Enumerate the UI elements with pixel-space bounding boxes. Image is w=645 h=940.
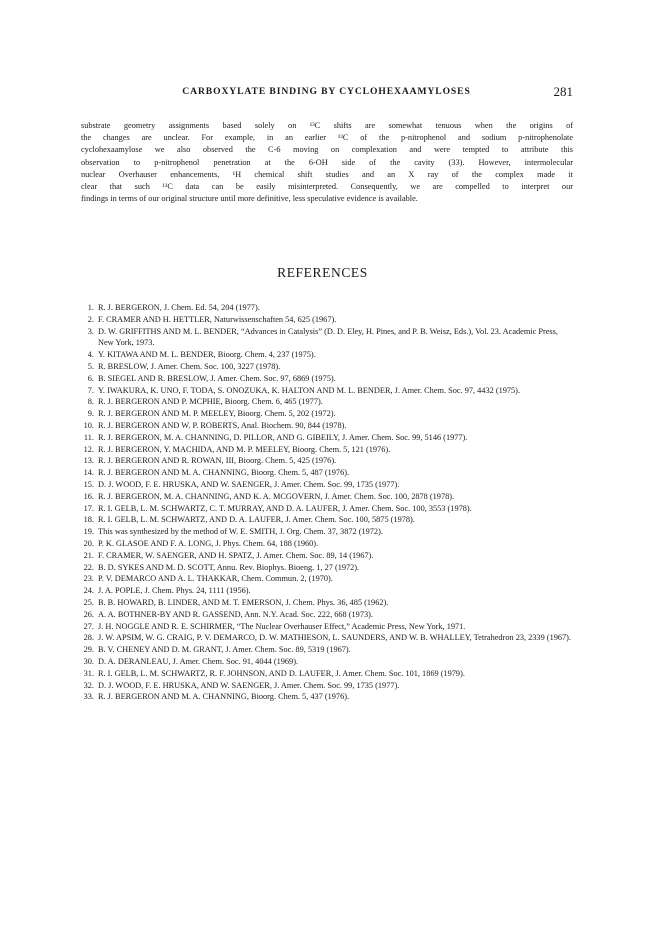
reference-number: 24. (83, 586, 94, 596)
reference-item (81, 597, 573, 609)
reference-item (81, 326, 573, 350)
reference-item (81, 585, 573, 597)
reference-number: 14. (83, 468, 94, 478)
reference-text: P. K. GLASOE AND F. A. LONG, J. Phys. Chem. 64, 188 (1960). (98, 538, 319, 548)
paragraph-line: clear that such ¹³C data can be easily misinterpreted. Consequently, we are compelled to interpret our (81, 182, 573, 192)
page-number: 281 (553, 84, 573, 99)
reference-number: 1. (87, 303, 94, 312)
reference-number: 33. (83, 692, 94, 702)
reference-number: 9. (87, 409, 94, 419)
reference-number: 22. (83, 562, 94, 572)
reference-text: D. J. WOOD, F. E. HRUSKA, AND W. SAENGER, J. Amer. Chem. Soc. 99, 1735 (1977). (98, 680, 400, 690)
reference-number: 7. (87, 385, 94, 395)
paragraph-line: the changes are unclear. For example, in an earlier ¹³C of the p-nitrophenol and sodium p-nitrophenolate (81, 133, 573, 143)
reference-item (81, 632, 573, 644)
reference-item (81, 573, 573, 585)
references-heading: REFERENCES (277, 265, 368, 280)
reference-number: 20. (83, 538, 94, 548)
reference-number: 8. (87, 397, 94, 407)
reference-text: Y. KITAWA AND M. L. BENDER, Bioorg. Chem. 4, 237 (1975). (98, 350, 316, 360)
reference-item (81, 302, 573, 314)
reference-list (81, 302, 573, 703)
paragraph-line: nuclear Overhauser enhancements, ¹H chemical shift studies and an X ray of the complex made it (81, 169, 573, 179)
reference-text: R. J. BERGERON, Y. MACHIDA, AND M. P. MEELEY, Bioorg. Chem. 5, 121 (1976). (98, 444, 391, 454)
reference-text: F. CRAMER, W. SAENGER, AND H. SPATZ, J. Amer. Chem. Soc. 89, 14 (1967). (98, 550, 374, 560)
reference-item (81, 479, 573, 491)
reference-number: 21. (83, 550, 94, 560)
reference-text: J. H. NOGGLE AND R. E. SCHIRMER, “The Nuclear Overhauser Effect,” Academic Press, New York, 1971. (98, 621, 466, 631)
reference-item (81, 373, 573, 385)
reference-item (81, 408, 573, 420)
reference-number: 27. (83, 621, 94, 631)
reference-item (81, 444, 573, 456)
body-paragraph (81, 120, 573, 205)
reference-text: B. V. CHENEY AND D. M. GRANT, J. Amer. Chem. Soc. 89, 5319 (1967). (98, 645, 351, 655)
reference-item (81, 668, 573, 680)
reference-text: R. J. BERGERON AND M. P. MEELEY, Bioorg. Chem. 5, 202 (1972). (98, 409, 336, 419)
reference-number: 32. (83, 680, 94, 690)
reference-number: 5. (87, 361, 94, 371)
running-head (80, 84, 573, 100)
reference-text: J. W. APSIM, W. G. CRAIG, P. V. DEMARCO, D. W. MATHIESON, L. SAUNDERS, AND W. B. WHALLEY, Tetrahedron 23, 2339 (1967). (98, 633, 571, 643)
reference-item (81, 420, 573, 432)
reference-text: R. J. BERGERON AND W. P. ROBERTS, Anal. Biochem. 90, 844 (1978). (98, 420, 347, 430)
reference-item (81, 538, 573, 550)
reference-number: 12. (83, 444, 94, 454)
reference-text: R. J. BERGERON AND P. MCPHIE, Bioorg. Chem. 6, 465 (1977). (98, 397, 323, 407)
reference-number: 23. (83, 574, 94, 584)
reference-number: 4. (87, 350, 94, 360)
reference-number: 17. (83, 503, 94, 513)
reference-item (81, 361, 573, 373)
reference-item (81, 526, 573, 538)
reference-item (81, 385, 573, 397)
reference-text: D. J. WOOD, F. E. HRUSKA, AND W. SAENGER, J. Amer. Chem. Soc. 99, 1735 (1977). (98, 479, 400, 489)
reference-item (81, 491, 573, 503)
reference-text: F. CRAMER AND H. HETTLER, Naturwissenschaften 54, 625 (1967). (98, 314, 337, 324)
reference-number: 2. (87, 314, 94, 324)
reference-number: 26. (83, 609, 94, 619)
reference-number: 11. (83, 432, 94, 442)
reference-item (81, 514, 573, 526)
reference-item (81, 314, 573, 326)
reference-item (81, 644, 573, 656)
reference-text: B. D. SYKES AND M. D. SCOTT, Annu. Rev. Biophys. Bioeng. 1, 27 (1972). (98, 562, 360, 572)
reference-number: 25. (83, 597, 94, 607)
reference-item (81, 680, 573, 692)
paragraph-line: observation to p-nitrophenol penetration at the 6-OH side of the cavity (33). However, intermolecular (81, 157, 573, 167)
reference-text: R. I. GELB, L. M. SCHWARTZ, AND D. A. LAUFER, J. Amer. Chem. Soc. 100, 5875 (1978). (98, 515, 415, 525)
reference-text: Y. IWAKURA, K. UNO, F. TODA, S. ONOZUKA, K. HALTON AND M. L. BENDER, J. Amer. Chem. Soc. 97, 4432 (1975). (98, 385, 521, 395)
reference-number: 3. (87, 326, 94, 336)
reference-text: D. W. GRIFFITHS AND M. L. BENDER, “Advances in Catalysis” (D. D. Eley, H. Pines, and P. B. Weisz, Eds.), Vol. 23. Academic Press, New York, 1973. (98, 326, 558, 348)
reference-text: R. J. BERGERON, J. Chem. Ed. 54, 204 (1977). (98, 303, 260, 312)
reference-text: B. B. HOWARD, B. LINDER, AND M. T. EMERSON, J. Chem. Phys. 36, 485 (1962). (98, 597, 389, 607)
paragraph-line: substrate geometry assignments based solely on ¹³C shifts are somewhat tenuous when the origins of (81, 121, 573, 130)
reference-text: D. A. DERANLEAU, J. Amer. Chem. Soc. 91, 4044 (1969). (98, 656, 299, 666)
reference-text: R. J. BERGERON, M. A. CHANNING, AND K. A. MCGOVERN, J. Amer. Chem. Soc. 100, 2878 (1978). (98, 491, 455, 501)
reference-number: 28. (83, 633, 94, 643)
reference-item (81, 691, 573, 703)
reference-number: 18. (83, 515, 94, 525)
paragraph-line: cyclohexaamylose we also observed the C-6 moving on complexation and were tempted to attribute this (81, 145, 573, 155)
reference-item (81, 562, 573, 574)
reference-number: 29. (83, 645, 94, 655)
reference-text: R. I. GELB, L. M. SCHWARTZ, R. F. JOHNSON, AND D. LAUFER, J. Amer. Chem. Soc. 101, 1869 (1979). (98, 668, 465, 678)
reference-text: R. I. GELB, L. M. SCHWARTZ, C. T. MURRAY, AND D. A. LAUFER, J. Amer. Chem. Soc. 100, 3553 (1978). (98, 503, 472, 513)
reference-item (81, 432, 573, 444)
reference-number: 16. (83, 491, 94, 501)
reference-text: A. A. BOTHNER-BY AND R. GASSEND, Ann. N.Y. Acad. Soc. 222, 668 (1973). (98, 609, 373, 619)
reference-text: This was synthesized by the method of W. E. SMITH, J. Org. Chem. 37, 3872 (1972). (98, 527, 383, 537)
reference-item (81, 621, 573, 633)
reference-number: 10. (83, 420, 94, 430)
reference-text: B. SIEGEL AND R. BRESLOW, J. Amer. Chem. Soc. 97, 6869 (1975). (98, 373, 336, 383)
reference-text: J. A. POPLE, J. Chem. Phys. 24, 1111 (1956). (98, 586, 251, 596)
reference-text: P. V. DEMARCO AND A. L. THAKKAR, Chem. Commun. 2, (1970). (98, 574, 333, 584)
reference-text: R. J. BERGERON AND M. A. CHANNING, Bioorg. Chem. 5, 437 (1976). (98, 692, 350, 702)
reference-number: 31. (83, 668, 94, 678)
reference-item (81, 550, 573, 562)
running-head-title: CARBOXYLATE BINDING BY CYCLOHEXAAMYLOSES (182, 86, 471, 97)
reference-item (81, 467, 573, 479)
reference-text: R. BRESLOW, J. Amer. Chem. Soc. 100, 3227 (1978). (98, 361, 281, 371)
reference-text: R. J. BERGERON, M. A. CHANNING, D. PILLOR, AND G. GIBEILY, J. Amer. Chem. Soc. 99, 5146 (1977). (98, 432, 468, 442)
reference-item (81, 503, 573, 515)
reference-item (81, 609, 573, 621)
reference-text: R. J. BERGERON AND R. ROWAN, III, Bioorg. Chem. 5, 425 (1976). (98, 456, 337, 466)
reference-number: 6. (87, 373, 94, 383)
reference-text: R. J. BERGERON AND M. A. CHANNING, Bioorg. Chem. 5, 487 (1976). (98, 468, 350, 478)
reference-item (81, 349, 573, 361)
reference-number: 30. (83, 656, 94, 666)
paragraph-line: findings in terms of our original structure until more definitive, less speculative evidence is available. (81, 194, 418, 204)
reference-number: 19. (83, 527, 94, 537)
reference-item (81, 656, 573, 668)
reference-item (81, 455, 573, 467)
reference-number: 13. (83, 456, 94, 466)
reference-number: 15. (83, 479, 94, 489)
reference-item (81, 396, 573, 408)
